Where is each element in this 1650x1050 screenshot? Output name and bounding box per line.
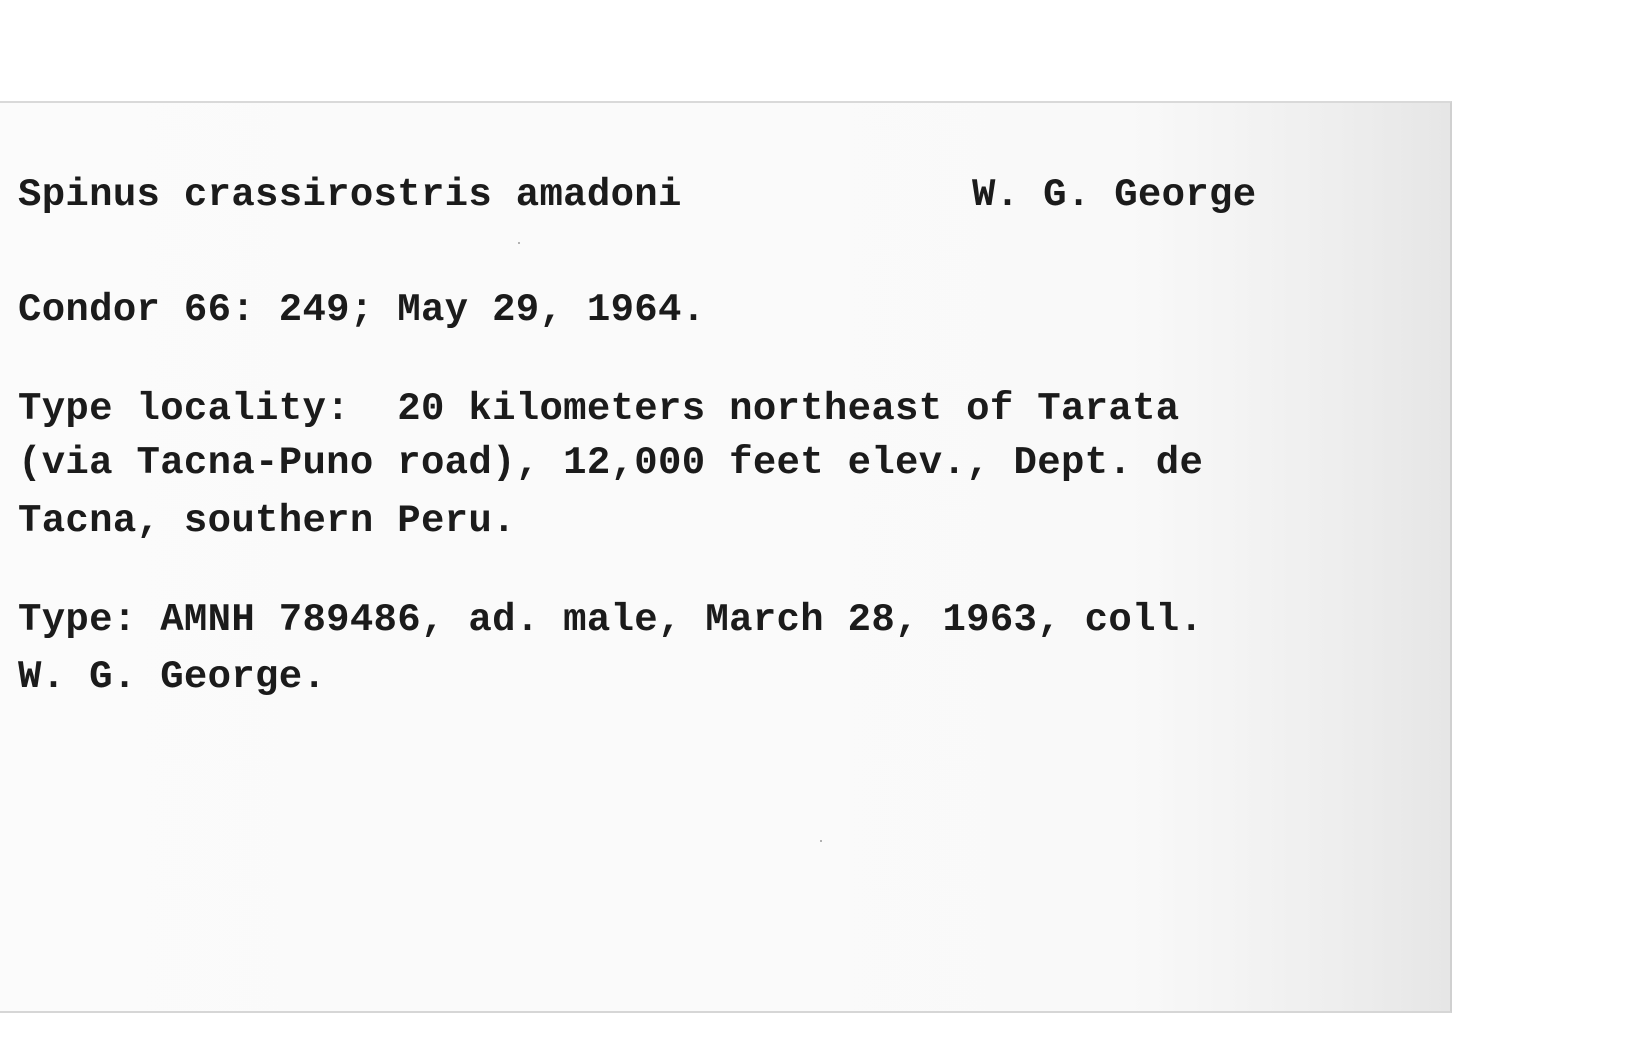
specimen-index-card xyxy=(0,101,1452,1013)
species-name: Spinus crassirostris amadoni xyxy=(18,173,682,217)
type-specimen-line: Type: AMNH 789486, ad. male, March 28, 1963, coll. xyxy=(18,598,1204,642)
type-specimen-line: W. G. George. xyxy=(18,655,327,699)
type-locality-line: Type locality: 20 kilometers northeast of Tarata xyxy=(18,387,1180,431)
author-name: W. G. George xyxy=(972,173,1257,217)
paper-speck xyxy=(518,242,520,244)
citation: Condor 66: 249; May 29, 1964. xyxy=(18,288,706,332)
paper-speck xyxy=(820,840,822,842)
type-locality-line: Tacna, southern Peru. xyxy=(18,499,516,543)
type-locality-line: (via Tacna-Puno road), 12,000 feet elev., Dept. de xyxy=(18,441,1204,485)
